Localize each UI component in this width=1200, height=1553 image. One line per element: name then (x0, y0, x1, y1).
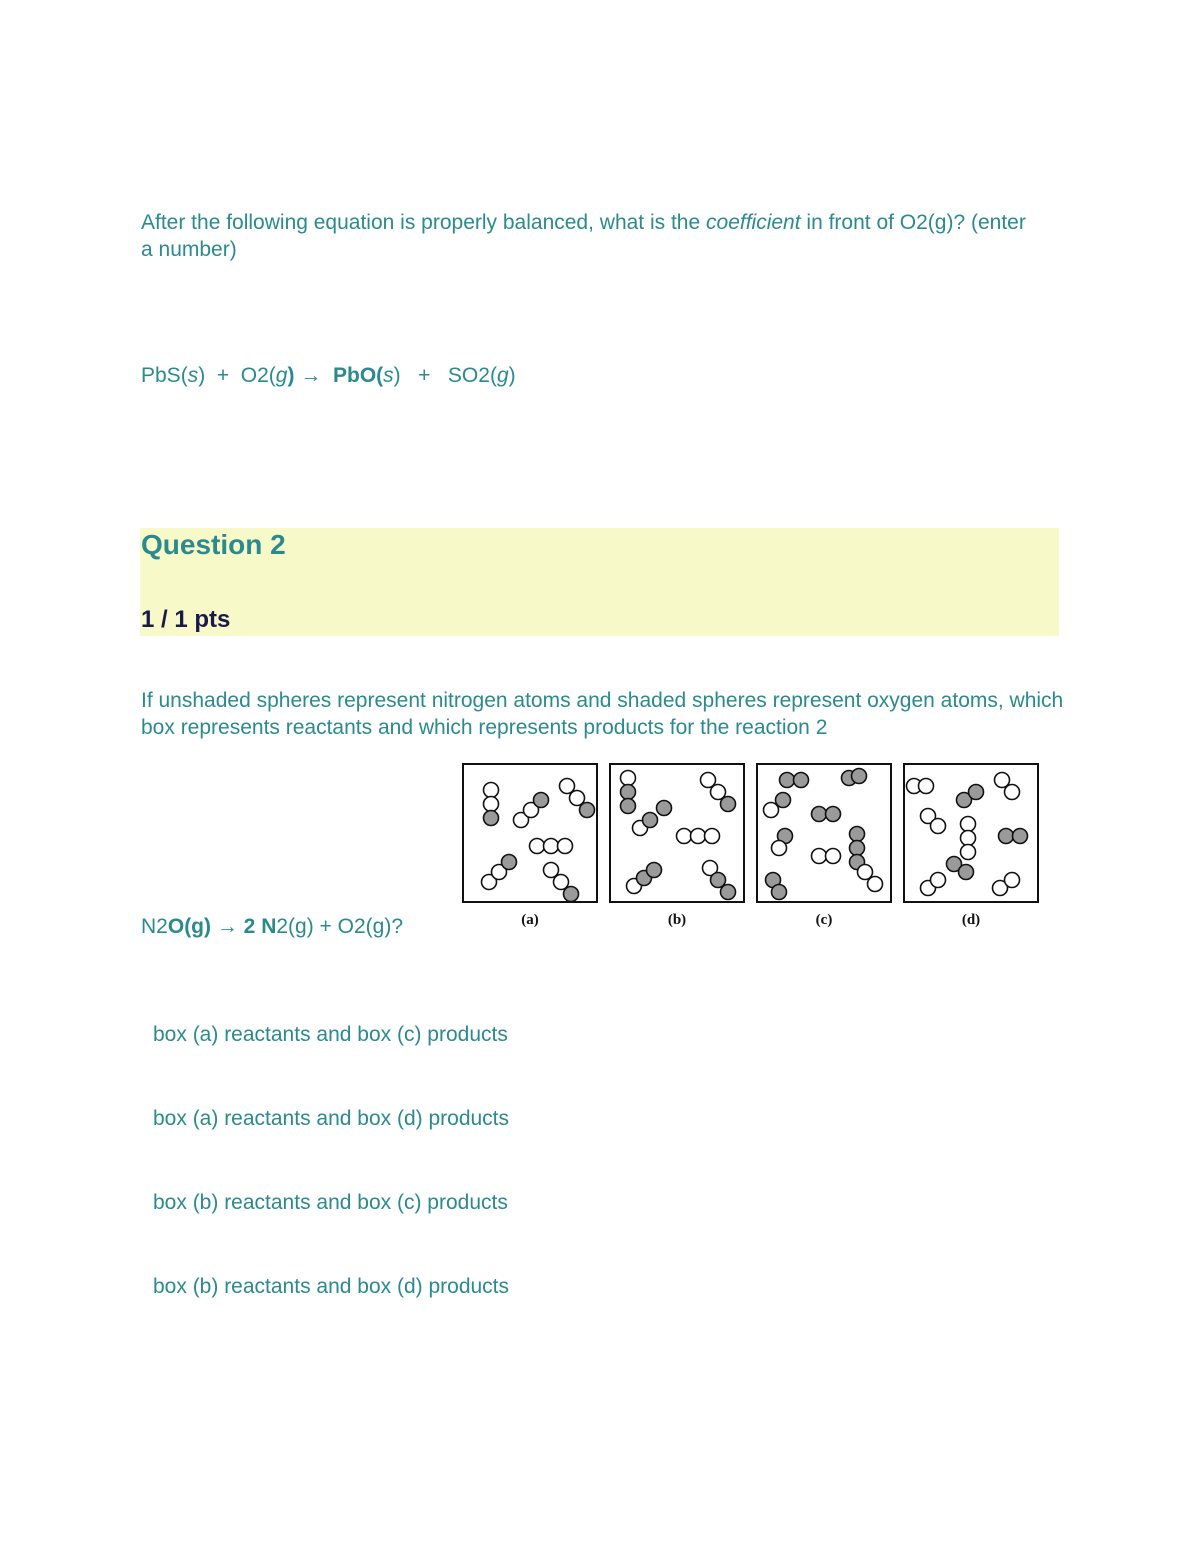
oxygen-atom (502, 855, 517, 870)
question2-header (140, 528, 1059, 636)
nitrogen-atom (931, 819, 946, 834)
oxygen-atom (721, 797, 736, 812)
nitrogen-atom (1005, 785, 1020, 800)
nitrogen-atom (621, 771, 636, 786)
nitrogen-atom (961, 845, 976, 860)
question2-equation (141, 913, 403, 940)
oxygen-atom (534, 793, 549, 808)
oxygen-atom (794, 773, 809, 788)
nitrogen-atom (772, 841, 787, 856)
prompt-italic: coefficient (706, 211, 801, 234)
answer-option[interactable]: box (a) reactants and box (c) products (153, 1023, 508, 1046)
molecule-box (610, 764, 744, 928)
eq-so2-close: ) (508, 364, 516, 387)
nitrogen-atom (677, 829, 692, 844)
molecule-box (463, 764, 597, 928)
nitrogen-atom (484, 797, 499, 812)
oxygen-atom (1013, 829, 1028, 844)
points-label: 1 / 1 pts (141, 606, 231, 633)
oxygen-atom (772, 885, 787, 900)
nitrogen-atom (826, 849, 841, 864)
question1-prompt (141, 209, 1041, 263)
box-label: (d) (961, 912, 981, 928)
nitrogen-atom (484, 783, 499, 798)
eq-arrow: → (294, 364, 328, 387)
nitrogen-atom (1005, 873, 1020, 888)
nitrogen-atom (544, 839, 559, 854)
molecule-box (904, 764, 1038, 928)
question-title: Question 2 (141, 529, 286, 560)
oxygen-atom (850, 841, 865, 856)
eq-n2: N2 (141, 915, 168, 938)
answer-option[interactable]: box (a) reactants and box (d) products (153, 1107, 510, 1130)
nitrogen-atom (691, 829, 706, 844)
question2-prompt: If unshaded spheres represent nitrogen atoms and shaded spheres represent oxygen atoms, which box represents reactants and which represents products for the reaction 2 (141, 689, 1064, 739)
eq-rest: 2(g) + O2(g)? (276, 915, 403, 938)
oxygen-atom (643, 813, 658, 828)
oxygen-atom (826, 807, 841, 822)
oxygen-atom (621, 799, 636, 814)
oxygen-atom (812, 807, 827, 822)
nitrogen-atom (558, 839, 573, 854)
eq-so2: ) + SO2( (393, 364, 497, 387)
oxygen-atom (999, 829, 1014, 844)
nitrogen-atom (961, 817, 976, 832)
box-label: (c) (815, 912, 833, 928)
molecule-box (757, 764, 891, 928)
oxygen-atom (780, 773, 795, 788)
oxygen-atom (959, 865, 974, 880)
oxygen-atom (647, 863, 662, 878)
answer-option[interactable]: box (b) reactants and box (c) products (153, 1191, 508, 1214)
molecule-boxes-figure (460, 762, 1042, 932)
oxygen-atom (580, 803, 595, 818)
answer-option[interactable]: box (b) reactants and box (d) products (153, 1275, 510, 1298)
prompt-text-2: in front of O2(g)? (enter a number) (141, 211, 1026, 261)
nitrogen-atom (868, 877, 883, 892)
oxygen-atom (484, 811, 499, 826)
box-label: (a) (521, 912, 539, 928)
nitrogen-atom (705, 829, 720, 844)
eq-pbs: PbS( (141, 364, 188, 387)
oxygen-atom (850, 827, 865, 842)
eq-o2-close: ) (287, 364, 295, 387)
nitrogen-atom (530, 839, 545, 854)
oxygen-atom (564, 887, 579, 902)
nitrogen-atom (919, 779, 934, 794)
oxygen-atom (969, 785, 984, 800)
oxygen-atom (776, 793, 791, 808)
nitrogen-atom (931, 873, 946, 888)
question1-equation (141, 362, 516, 389)
eq-so2-state: g (496, 364, 509, 387)
oxygen-atom (621, 785, 636, 800)
eq-pbo-state: s (383, 364, 394, 387)
answer-list (153, 1021, 509, 1357)
box-label: (b) (667, 912, 687, 928)
oxygen-atom (657, 801, 672, 816)
oxygen-atom (721, 885, 736, 900)
eq-pbs-state: s (187, 364, 199, 387)
eq-o2: ) + O2( (198, 364, 276, 387)
nitrogen-atom (812, 849, 827, 864)
eq-pbo: PbO( (327, 364, 384, 387)
prompt-text-1: After the following equation is properly balanced, what is the (141, 211, 707, 234)
eq-bold-part: O(g) → 2 N (167, 915, 277, 938)
oxygen-atom (852, 769, 867, 784)
nitrogen-atom (961, 831, 976, 846)
eq-o2-state: g (275, 364, 288, 387)
